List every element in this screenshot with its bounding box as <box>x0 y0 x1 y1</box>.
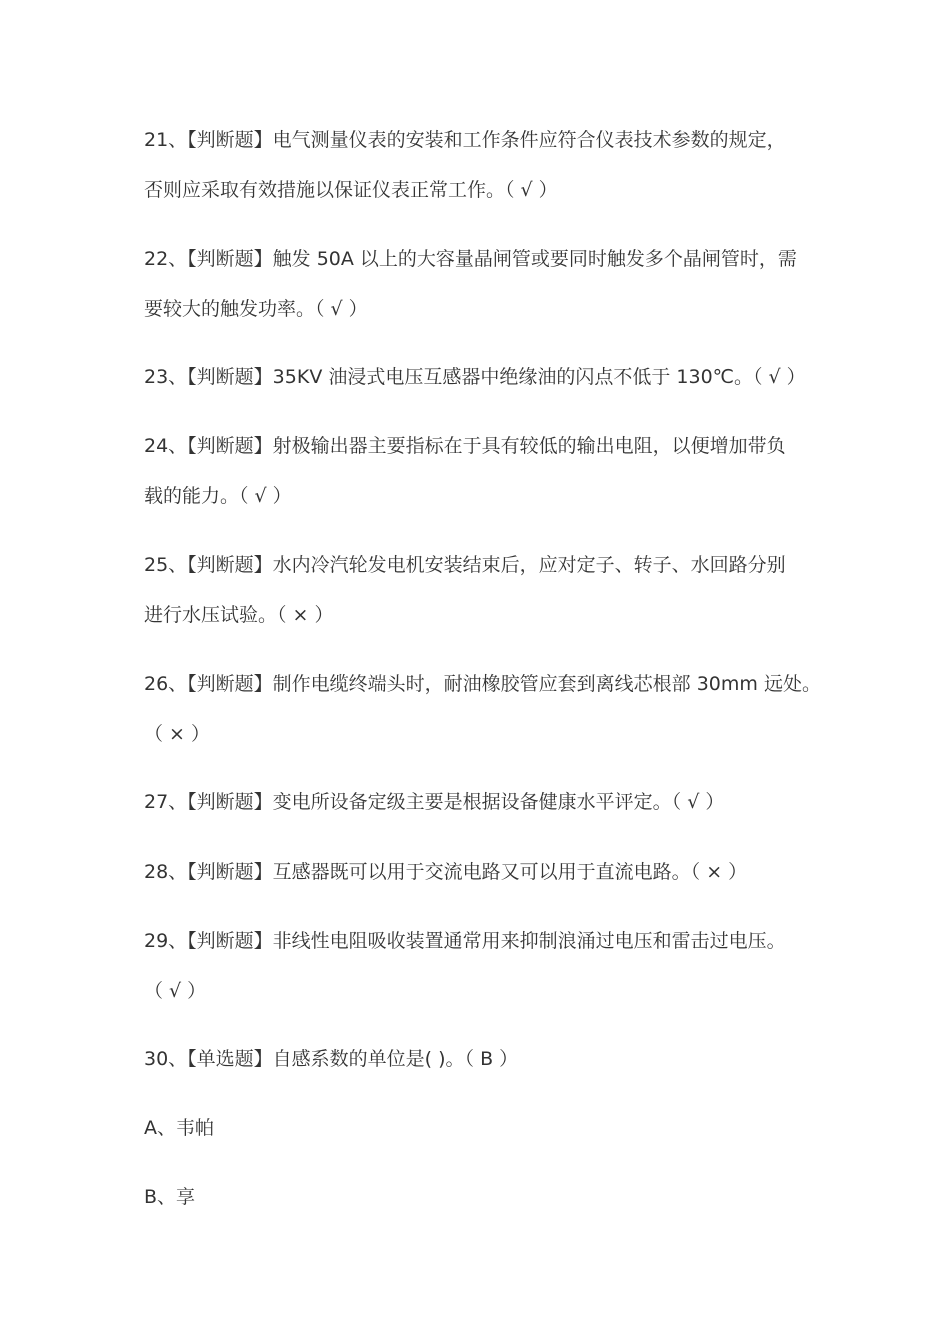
question-21-line-1: 21、【判断题】电气测量仪表的安装和工作条件应符合仪表技术参数的规定， <box>144 129 786 151</box>
question-24-line-1: 24、【判断题】射极输出器主要指标在于具有较低的输出电阻，以便增加带负 <box>144 435 786 457</box>
option-a: A、韦帕 <box>144 1117 214 1139</box>
question-30-line-1: 30、【单选题】自感系数的单位是( )。（ B ） <box>144 1048 519 1070</box>
question-27-line-1: 27、【判断题】变电所设备定级主要是根据设备健康水平评定。（ √ ） <box>144 791 725 813</box>
question-26-line-1: 26、【判断题】制作电缆终端头时，耐油橡胶管应套到离线芯根部 30mm 远处。 <box>144 673 821 695</box>
question-24-line-2: 载的能力。（ √ ） <box>144 485 292 507</box>
question-28-line-1: 28、【判断题】互感器既可以用于交流电路又可以用于直流电路。（ × ） <box>144 861 748 883</box>
option-b: B、享 <box>144 1186 196 1208</box>
question-22-line-1: 22、【判断题】触发 50A 以上的大容量晶闸管或要同时触发多个晶闸管时，需 <box>144 248 797 270</box>
question-22-line-2: 要较大的触发功率。（ √ ） <box>144 298 368 320</box>
question-25-line-1: 25、【判断题】水内冷汽轮发电机安装结束后，应对定子、转子、水回路分别 <box>144 554 786 576</box>
question-25-line-2: 进行水压试验。（ × ） <box>144 604 334 626</box>
question-29-line-2: （ √ ） <box>144 980 207 1002</box>
question-21-line-2: 否则应采取有效措施以保证仪表正常工作。（ √ ） <box>144 179 558 201</box>
question-29-line-1: 29、【判断题】非线性电阻吸收装置通常用来抑制浪涌过电压和雷击过电压。 <box>144 930 786 952</box>
question-26-line-2: （ × ） <box>144 723 210 745</box>
question-23-line-1: 23、【判断题】35KV 油浸式电压互感器中绝缘油的闪点不低于 130℃。（ √ ） <box>144 366 806 388</box>
